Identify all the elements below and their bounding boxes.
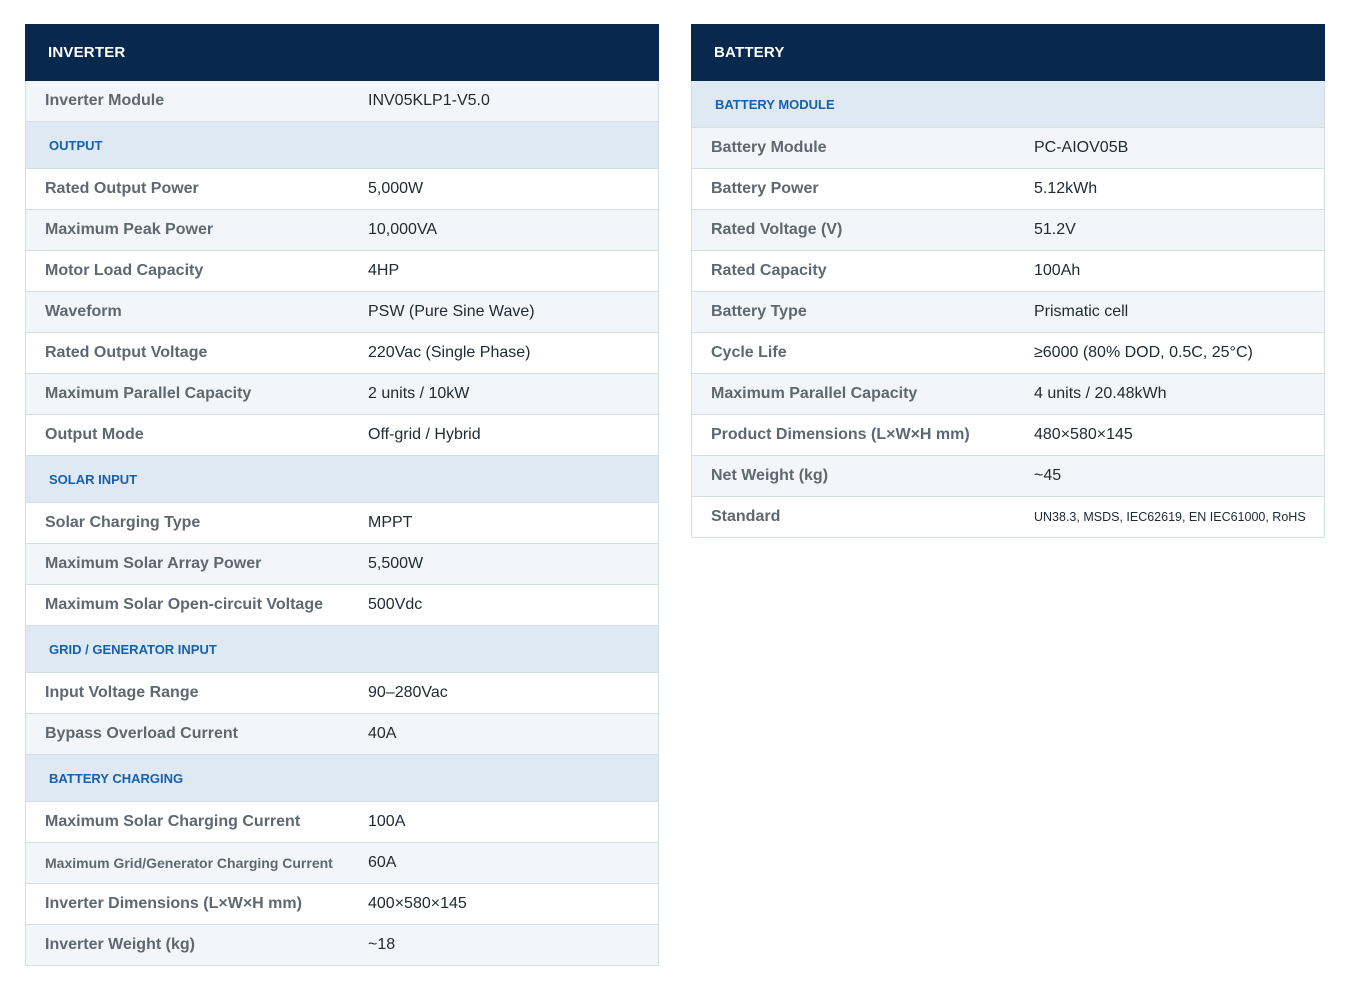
spec-row xyxy=(26,251,658,292)
spec-value: 51.2V xyxy=(1034,221,1076,238)
spec-row xyxy=(692,210,1324,251)
spec-label: Rated Output Voltage xyxy=(45,344,208,361)
spec-label: Waveform xyxy=(45,303,122,320)
spec-label: Motor Load Capacity xyxy=(45,262,204,279)
spec-label: Maximum Solar Array Power xyxy=(45,555,262,572)
spec-row xyxy=(692,415,1324,456)
spec-label: Maximum Grid/Generator Charging Current xyxy=(45,855,333,871)
spec-value: 5,000W xyxy=(368,180,424,197)
spec-value: 2 units / 10kW xyxy=(368,385,470,402)
spec-label: Output Mode xyxy=(45,426,144,443)
spec-label: Rated Capacity xyxy=(711,262,827,279)
spec-label: Net Weight (kg) xyxy=(711,467,829,484)
spec-label: Maximum Solar Charging Current xyxy=(45,813,301,830)
spec-label: Maximum Parallel Capacity xyxy=(45,385,252,402)
spec-value: ~18 xyxy=(368,936,396,953)
spec-value: 100Ah xyxy=(1034,262,1081,279)
spec-row xyxy=(692,333,1324,374)
spec-value: 4HP xyxy=(368,262,400,279)
spec-label: Battery Power xyxy=(711,180,819,197)
spec-label: Maximum Parallel Capacity xyxy=(711,385,918,402)
spec-label: Inverter Dimensions (L×W×H mm) xyxy=(45,895,302,912)
spec-value: ~45 xyxy=(1034,467,1062,484)
spec-row xyxy=(26,374,658,415)
spec-value: PSW (Pure Sine Wave) xyxy=(368,303,535,320)
spec-value: PC-AIOV05B xyxy=(1034,139,1129,156)
spec-value: Prismatic cell xyxy=(1034,303,1129,320)
spec-row xyxy=(26,843,658,884)
section-header-solar-input: SOLAR INPUT xyxy=(26,456,658,503)
spec-value: 60A xyxy=(368,854,397,871)
spec-value: 500Vdc xyxy=(368,596,423,613)
spec-value: Off-grid / Hybrid xyxy=(368,426,481,443)
spec-row xyxy=(26,673,658,714)
section-header-battery-charging: BATTERY CHARGING xyxy=(26,755,658,802)
spec-row xyxy=(692,374,1324,415)
spec-value: UN38.3, MSDS, IEC62619, EN IEC61000, RoHS xyxy=(1034,510,1306,524)
spec-row xyxy=(26,884,658,925)
spec-label: Input Voltage Range xyxy=(45,684,199,701)
spec-row xyxy=(692,128,1324,169)
spec-value: 90–280Vac xyxy=(368,684,448,701)
spec-row xyxy=(26,585,658,626)
spec-row xyxy=(26,802,658,843)
spec-label: Inverter Module xyxy=(45,92,165,109)
inverter-spec-table xyxy=(25,24,659,966)
spec-label: Battery Type xyxy=(711,303,807,320)
spec-row xyxy=(26,503,658,544)
section-header-output: OUTPUT xyxy=(26,122,658,169)
section-header-battery-module: BATTERY MODULE xyxy=(692,81,1324,128)
spec-label: Inverter Weight (kg) xyxy=(45,936,195,953)
battery-table-header: BATTERY xyxy=(691,24,1325,81)
spec-value: ≥6000 (80% DOD, 0.5C, 25°C) xyxy=(1034,344,1253,361)
spec-row xyxy=(26,210,658,251)
spec-value: 480×580×145 xyxy=(1034,426,1133,443)
battery-spec-table xyxy=(691,24,1325,538)
spec-label: Rated Voltage (V) xyxy=(711,221,843,238)
spec-row xyxy=(26,169,658,210)
spec-label: Product Dimensions (L×W×H mm) xyxy=(711,426,970,443)
spec-row xyxy=(692,251,1324,292)
inverter-table-header: INVERTER xyxy=(25,24,659,81)
spec-value: INV05KLP1-V5.0 xyxy=(368,92,490,109)
spec-value: 40A xyxy=(368,725,397,742)
spec-row xyxy=(692,292,1324,333)
spec-label: Battery Module xyxy=(711,139,827,156)
spec-row xyxy=(692,497,1324,538)
spec-label: Standard xyxy=(711,508,781,525)
spec-label: Cycle Life xyxy=(711,344,787,361)
spec-label: Rated Output Power xyxy=(45,180,199,197)
spec-value: 400×580×145 xyxy=(368,895,467,912)
spec-label: Maximum Peak Power xyxy=(45,221,214,238)
spec-label: Solar Charging Type xyxy=(45,514,201,531)
spec-value: 10,000VA xyxy=(368,221,438,238)
spec-row xyxy=(692,456,1324,497)
spec-row xyxy=(692,169,1324,210)
section-header-grid-input: GRID / GENERATOR INPUT xyxy=(26,626,658,673)
spec-label: Maximum Solar Open-circuit Voltage xyxy=(45,596,323,613)
spec-row xyxy=(26,925,658,966)
spec-row xyxy=(26,544,658,585)
spec-row-inverter-module xyxy=(26,81,658,122)
spec-row xyxy=(26,714,658,755)
spec-label: Bypass Overload Current xyxy=(45,725,238,742)
spec-value: 5,500W xyxy=(368,555,424,572)
spec-value: 4 units / 20.48kWh xyxy=(1034,385,1167,402)
spec-value: 100A xyxy=(368,813,406,830)
spec-value: MPPT xyxy=(368,514,413,531)
spec-row xyxy=(26,292,658,333)
spec-value: 5.12kWh xyxy=(1034,180,1098,197)
spec-row xyxy=(26,333,658,374)
spec-value: 220Vac (Single Phase) xyxy=(368,344,531,361)
spec-row xyxy=(26,415,658,456)
